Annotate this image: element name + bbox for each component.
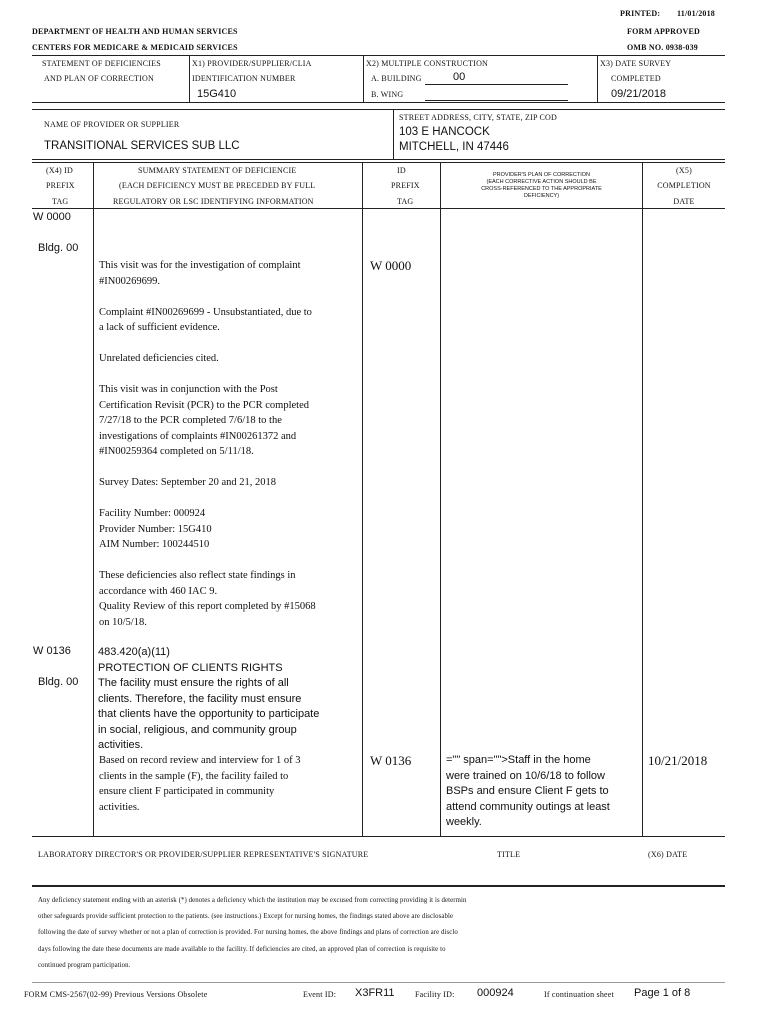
continuation-label: If continuation sheet <box>544 990 614 999</box>
address-label: STREET ADDRESS, CITY, STATE, ZIP COD <box>399 113 557 122</box>
survey-completed-date: 09/21/2018 <box>611 88 667 100</box>
summary-header-3: REGULATORY OR LSC IDENTIFYING INFORMATION <box>113 197 314 206</box>
x4-header-1: (X4) ID <box>46 166 73 175</box>
entry2-plan: ="" span="">Staff in the home were trained on 10/6/18 to follow BSPs and ensure Client F gets to attend community outings at least weekly. <box>446 754 610 828</box>
building-label: A. BUILDING <box>371 74 422 83</box>
title-label: TITLE <box>497 850 521 859</box>
entry2-findings: Based on record review and interview for 1 of 3 clients in the sample (F), the facility failed to ensure client F participated in community activities. <box>99 755 301 813</box>
entry2-tag: W 0136 <box>33 645 71 657</box>
statement-label-2: AND PLAN OF CORRECTION <box>44 74 154 83</box>
form-approved: FORM APPROVED <box>627 27 701 36</box>
entry1-tag: W 0000 <box>33 211 71 223</box>
provider-name: TRANSITIONAL SERVICES SUB LLC <box>44 140 240 152</box>
id-header-3: TAG <box>397 197 414 206</box>
disclaimer: Any deficiency statement ending with an asterisk (*) denotes a deficiency which the institution may be excused from correcting providing it is determin other safeguards provide sufficient protection to the patients. (see instructions.) Except for nursing homes, the findings stated above are disclosable following the date of survey whether or not a plan of correction is provided. For nursing homes, the above findings and plans of correction are disclo days following the date these documents are made available to the facility. If deficiencies are cited, an approved plan of correction is requisite to continued program participation. <box>38 897 467 969</box>
address-line-1: 103 E HANCOCK <box>399 126 490 138</box>
event-id-value: X3FR11 <box>355 987 395 999</box>
entry2-right-tag: W 0136 <box>370 753 412 768</box>
page-number: Page 1 of 8 <box>634 987 691 999</box>
x2-label: X2) MULTIPLE CONSTRUCTION <box>366 59 489 68</box>
statement-label-1: STATEMENT OF DEFICIENCIES <box>42 59 161 68</box>
entry1-building: Bldg. 00 <box>38 242 79 254</box>
entry2-building: Bldg. 00 <box>38 676 79 688</box>
provider-name-label: NAME OF PROVIDER OR SUPPLIER <box>44 120 180 129</box>
department-title: DEPARTMENT OF HEALTH AND HUMAN SERVICES <box>32 27 238 36</box>
facility-id-value: 000924 <box>477 987 514 999</box>
x4-header-3: TAG <box>52 197 69 206</box>
building-value: 00 <box>453 71 466 83</box>
address-line-2: MITCHELL, IN 47446 <box>399 141 509 153</box>
entry1-right-tag: W 0000 <box>370 258 412 273</box>
provider-id-number: 15G410 <box>197 88 237 100</box>
x1-label-1: X1) PROVIDER/SUPPLIER/CLIA <box>192 59 312 68</box>
x6-date-label: (X6) DATE <box>648 850 688 859</box>
plan-header: PROVIDER'S PLAN OF CORRECTION (EACH CORRECTIVE ACTION SHOULD BE CROSS-REFERENCED TO THE APPROPRIATE DEFICIENCY) <box>481 172 602 199</box>
x5-header-3: DATE <box>673 197 695 206</box>
event-id-label: Event ID: <box>303 990 337 999</box>
x4-header-2: PREFIX <box>46 181 75 190</box>
x1-label-2: IDENTIFICATION NUMBER <box>192 74 296 83</box>
centers-title: CENTERS FOR MEDICARE & MEDICAID SERVICES <box>32 43 238 52</box>
x3-label-2: COMPLETED <box>611 74 661 83</box>
x3-label-1: X3) DATE SURVEY <box>600 59 672 68</box>
summary-header-2: (EACH DEFICIENCY MUST BE PRECEDED BY FULL <box>119 181 316 190</box>
summary-header-1: SUMMARY STATEMENT OF DEFICIENCIE <box>138 166 297 175</box>
x5-header-2: COMPLETION <box>657 181 711 190</box>
signature-label: LABORATORY DIRECTOR'S OR PROVIDER/SUPPLIER REPRESENTATIVE'S SIGNATURE <box>38 850 369 859</box>
id-header-2: PREFIX <box>391 181 420 190</box>
id-header-1: ID <box>397 166 406 175</box>
facility-id-label: Facility ID: <box>415 990 455 999</box>
x5-header-1: (X5) <box>676 166 692 175</box>
entry2-regulation: 483.420(a)(11) PROTECTION OF CLIENTS RIGHTS The facility must ensure the rights of all clients. Therefore, the facility must ensure that clients have the opportunity to participate in social, religious, and community group activities. <box>98 646 320 751</box>
printed-date: 11/01/2018 <box>677 9 716 18</box>
printed-label: PRINTED: <box>620 9 661 18</box>
entry1-text: This visit was for the investigation of complaint #IN00269699. Complaint #IN00269699 - Unsubstantiated, due to a lack of sufficient evidence. Unrelated deficiencies cited. This visit was in conjunction with the Post Certification Revisit (PCR) to the PCR completed 7/27/18 to the PCR completed 7/6/18 to the investigations of complaints #IN00261372 and #IN00259364 completed on 5/11/18. Survey Dates: September 20 and 21, 2018 Facility Number: 000924 Provider Number: 15G410 AIM Number: 100244510 These deficiencies also reflect state findings in accordance with 460 IAC 9. Quality Review of this report completed by #15068 on 10/5/18. <box>99 260 316 628</box>
wing-label: B. WING <box>371 90 404 99</box>
omb-number: OMB NO. 0938-039 <box>627 43 698 52</box>
entry2-completion-date: 10/21/2018 <box>648 753 708 768</box>
form-number: FORM CMS-2567(02-99) Previous Versions Obsolete <box>24 990 208 999</box>
